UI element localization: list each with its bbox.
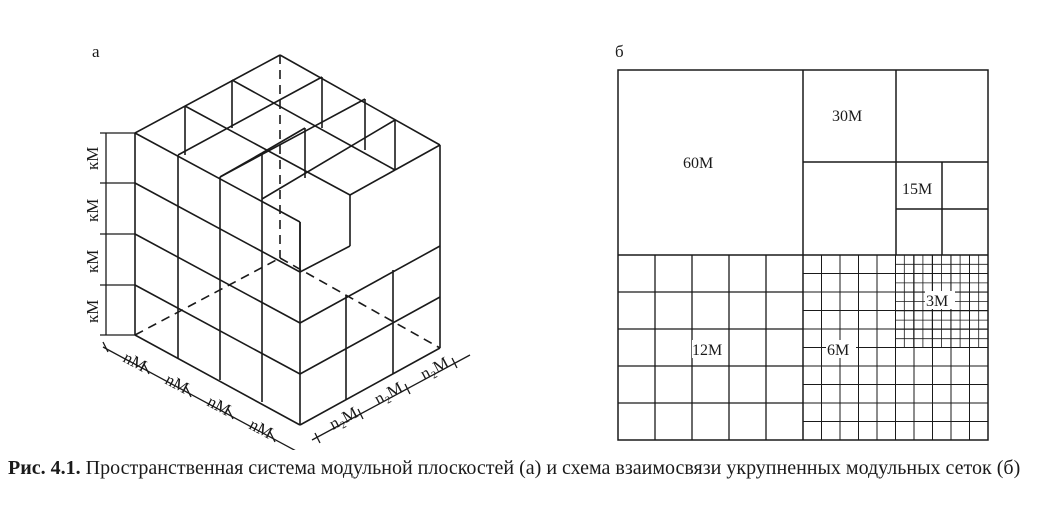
k-label: кМ <box>83 299 102 323</box>
k-dimension-line <box>100 133 135 335</box>
panel-b-letter: б <box>615 42 624 61</box>
figure-caption <box>8 456 1048 481</box>
hidden-edges <box>135 55 440 348</box>
label-30m: 30M <box>832 108 863 125</box>
n-label: nM <box>204 391 234 420</box>
caption-prefix: Рис. 4.1. <box>8 457 81 479</box>
n2-label: n₂M <box>325 402 361 434</box>
modular-grid-diagram <box>618 70 988 440</box>
label-60m: 60M <box>683 155 714 172</box>
right-face-grid <box>300 120 440 425</box>
n-label: nM <box>162 369 192 398</box>
panel-a-letter: а <box>92 42 100 61</box>
n-labels <box>120 348 276 443</box>
left-face-levels <box>135 133 300 425</box>
k-label: кМ <box>83 198 102 222</box>
n-label: nM <box>246 414 276 443</box>
n2-label: n₂M <box>370 377 406 409</box>
k-label: кМ <box>83 249 102 273</box>
isometric-module-diagram <box>100 55 470 450</box>
n2-label: n₂M <box>416 352 452 384</box>
label-15m: 15M <box>902 181 933 198</box>
label-12m: 12M <box>692 342 723 359</box>
label-6m: 6M <box>827 342 850 359</box>
label-3m: 3M <box>926 293 949 310</box>
k-label: кМ <box>83 146 102 170</box>
caption-text: Пространственная система модульной плоскостей (а) и схема взаимосвязи укрупненных модульных сеток (б) <box>80 457 1021 479</box>
n-label: nM <box>120 347 150 376</box>
n2-labels <box>326 353 452 434</box>
k-labels <box>83 147 102 323</box>
